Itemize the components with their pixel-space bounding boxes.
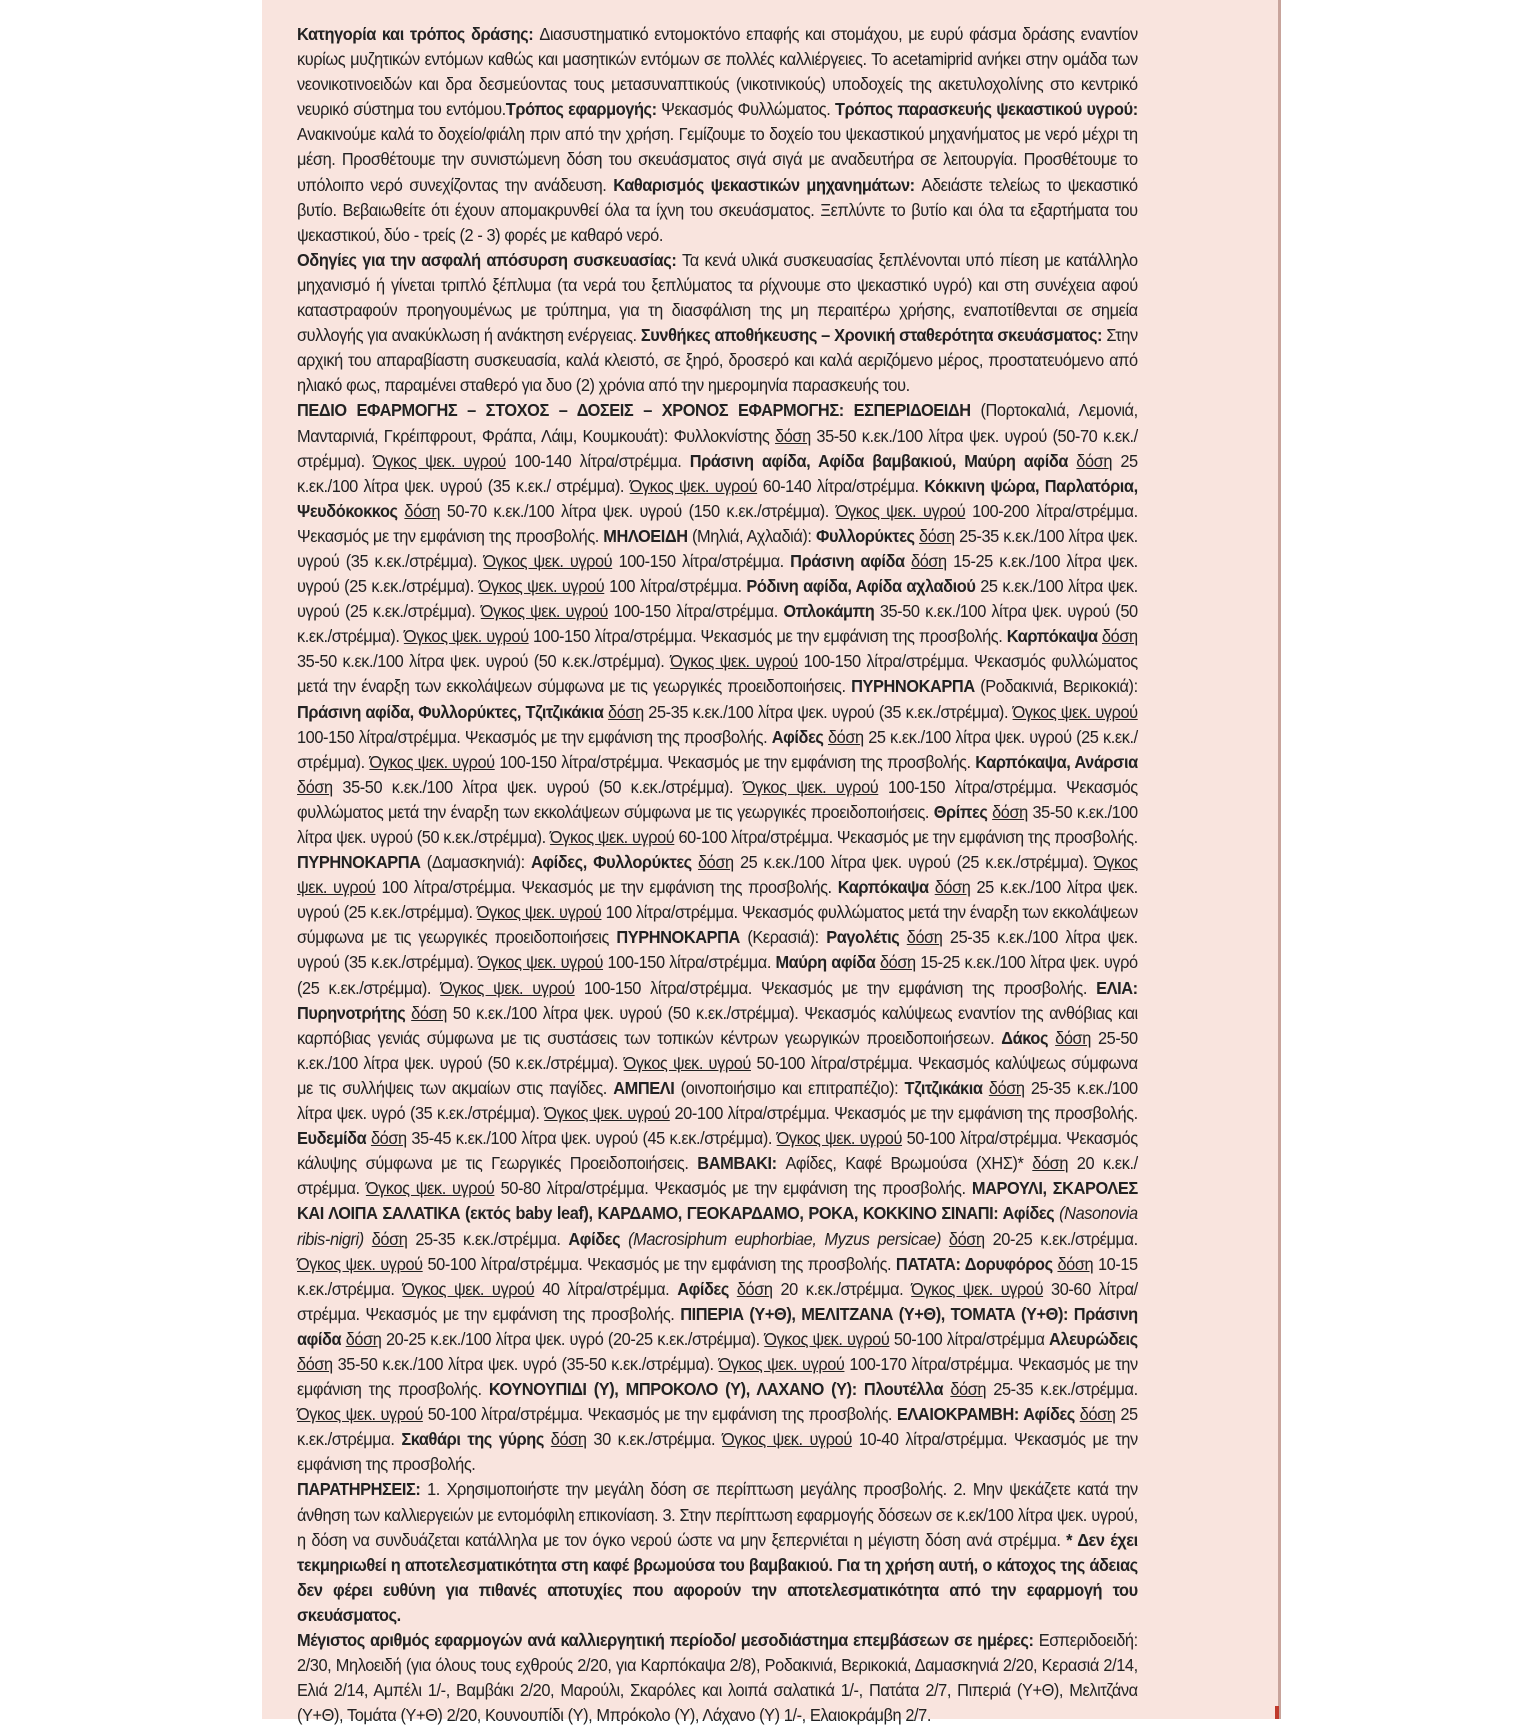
body-text: 60-100 λίτρα/στρέμμα. Ψεκασμός με την εμφάνιση της προσβολής. <box>674 827 1138 847</box>
body-text: 60-140 λίτρα/στρέμμα. <box>757 475 925 496</box>
underlined-text: Όγκος ψεκ. υγρού <box>297 852 1138 898</box>
body-text: 15-25 κ.εκ./100 λίτρα ψεκ. υγρού (25 κ.εκ./στρέμμα). <box>297 550 1138 597</box>
underlined-text: δόση <box>1057 1253 1094 1274</box>
body-text: 25-35 κ.εκ./στρέμμα. <box>407 1228 569 1249</box>
underlined-text: Όγκος ψεκ. υγρού <box>544 1103 670 1124</box>
body-text: Αφίδες, Καφέ Βρωμούσα (ΧΗΣ)* <box>785 1153 1033 1174</box>
body-text: 100-150 λίτρα/στρέμμα. Ψεκασμός με την εμφάνιση της προσβολής. <box>574 977 1097 998</box>
body-text: 100-170 λίτρα/στρέμμα. Ψεκασμός με την εμφάνιση της προσβολής. <box>297 1353 1138 1400</box>
body-text: 50-100 λίτρα/στρέμμα. Ψεκασμός καλύψεως σύμφωνα με τις συλλήψεις των ακμαίων στις παγίδες. <box>297 1052 1138 1098</box>
body-text: 35-50 κ.εκ./100 λίτρα ψεκ. υγρού (50 κ.εκ./στρέμμα). <box>297 651 671 672</box>
underlined-text: Όγκος ψεκ. υγρού <box>776 1128 903 1149</box>
body-text: 25 κ.εκ./100 λίτρα ψεκ. υγρού (25 κ.εκ./στρέμμα). <box>297 877 1138 923</box>
body-text: (Δαμασκηνιά): <box>426 852 531 873</box>
body-text: 50-100 λίτρα/στρέμμα. Ψεκασμός κάλυψης σύμφωνα με τις Γεωργικές Προειδοποιήσεις. <box>297 1128 1138 1174</box>
body-text: 100-140 λίτρα/στρέμμα. <box>505 450 690 471</box>
bold-heading: Τζιτζικάκια <box>904 1077 989 1098</box>
body-text: 35-50 κ.εκ./100 λίτρα ψεκ. υγρού (50 κ.εκ./στρέμμα). <box>297 601 1138 647</box>
underlined-text: Όγκος ψεκ. υγρού <box>721 1429 852 1450</box>
label-paragraph <box>297 248 1138 399</box>
bold-heading: ΜΗΛΟΕΙΔΗ <box>603 525 693 546</box>
bold-heading: ΒΑΜΒΑΚΙ: <box>697 1153 786 1174</box>
bold-heading: * Δεν έχει τεκμηριωθεί η αποτελεσματικότητα στη καφέ βρωμούσα του βαμβακιού. Για τη χρήση αυτή, ο κάτοχος της άδειας δεν φέρει ευθύνη για πιθανές αποτυχίες που αφορούν την αποτελεσματικότητα από την εφαρμογή του σκευάσματος. <box>297 1529 1138 1625</box>
body-text: 40 λίτρα/στρέμμα. <box>534 1278 678 1299</box>
bold-heading: Ρόδινη αφίδα, Αφίδα αχλαδιού <box>746 576 981 597</box>
underlined-text: Όγκος ψεκ. υγρού <box>1012 701 1138 722</box>
body-text: 100-150 λίτρα/στρέμμα. Ψεκασμός με την εμφάνιση της προσβολής. <box>297 726 772 747</box>
underlined-text: Όγκος ψεκ. υγρού <box>477 952 604 973</box>
underlined-text: Όγκος ψεκ. υγρού <box>403 626 529 647</box>
underlined-text: Όγκος ψεκ. υγρού <box>402 1278 535 1299</box>
bold-heading: ΕΛΑΙΟΚΡΑΜΒΗ: Αφίδες <box>896 1404 1080 1425</box>
underlined-text: δόση <box>297 776 333 797</box>
label-paragraph <box>297 1628 1138 1728</box>
bold-heading: ΠΥΡΗΝΟΚΑΡΠΑ <box>297 852 427 873</box>
body-text: 35-50 κ.εκ./100 λίτρα ψεκ. υγρού (50-70 κ.εκ./στρέμμα). <box>297 425 1138 471</box>
body-text: 20-25 κ.εκ./στρέμμα. <box>984 1228 1138 1249</box>
underlined-text: δόση <box>608 701 644 722</box>
underlined-text: δόση <box>411 1002 447 1023</box>
underlined-text: Όγκος ψεκ. υγρού <box>623 1052 751 1073</box>
bold-heading: Πράσινη αφίδα <box>790 550 912 571</box>
body-text: 35-50 κ.εκ./100 λίτρα ψεκ. υγρό (35-50 κ.εκ./στρέμμα). <box>332 1353 719 1374</box>
body-text: 25-50 κ.εκ./100 λίτρα ψεκ. υγρού (50 κ.εκ./στρέμμα). <box>297 1027 1138 1073</box>
body-text: 20 κ.εκ./στρέμμα. <box>297 1153 1138 1199</box>
underlined-text: δόση <box>934 877 971 898</box>
bold-heading: ΚΟΥΝΟΥΠΙΔΙ (Υ), ΜΠΡΟΚΟΛΟ (Υ), ΛΑΧΑΝΟ (Υ): Πλουτέλλα <box>488 1379 951 1400</box>
underlined-text: δόση <box>1079 1404 1116 1425</box>
body-text: (Κερασιά): <box>747 927 827 948</box>
italic-text: (Nasonovia ribis-nigri) <box>297 1203 1138 1249</box>
bold-heading: ΑΜΠΕΛΙ <box>613 1077 681 1098</box>
underlined-text: δόση <box>736 1278 773 1299</box>
bold-heading: Κόκκινη ψώρα, Παρλατόρια, Ψευδόκοκκος <box>297 475 1138 521</box>
body-text: Εσπεριδοειδή: 2/30, Μηλοειδή (για όλους τους εχθρούς 2/20, για Καρπόκαψα 2/8), Ροδακινιά, Βερικοκιά, Δαμασκηνιά 2/20, Κερασιά 2/14, Ελιά 2/14, Αμπέλι 1/-, Βαμβάκι 2/20, Μαρούλι, Σκαρόλες και λοιπά σαλατικά 1/-, Πατάτα 2/7, Πιπεριά (Υ+Θ), Μελιτζάνα (Υ+Θ), Τομάτα (Υ+Θ) 2/20, Κουνουπίδι (Υ), Μπρόκολο (Υ), Λάχανο (Υ) 1/-, Ελαιοκράμβη 2/7. <box>297 1630 1138 1726</box>
body-text: 25 κ.εκ./100 λίτρα ψεκ. υγρού (35 κ.εκ./ στρέμμα). <box>297 450 1138 496</box>
underlined-text: δόση <box>918 525 955 546</box>
body-text: 25-35 κ.εκ./100 λίτρα ψεκ. υγρού (35 κ.εκ./στρέμμα). <box>643 701 1013 722</box>
underlined-text: δόση <box>827 726 864 747</box>
bold-heading: Θρίπες <box>933 801 993 822</box>
body-text: 50-70 κ.εκ./100 λίτρα ψεκ. υγρού (150 κ.εκ./στρέμμα). <box>440 500 836 521</box>
bold-heading: Δάκος <box>1001 1027 1056 1048</box>
body-text: (Μηλιά, Αχλαδιά): <box>692 525 816 546</box>
body-text: Στην αρχική του απαραβίαστη συσκευασία, καλά κλειστό, σε ξηρό, δροσερό και καλά αεριζόμενο μέρος, προστατευόμενο από ηλιακό φως, παραμένει σταθερό για δυο (2) χρόνια από την ημερομηνία παρασκευής του. <box>297 325 1138 396</box>
underlined-text: δόση <box>345 1328 382 1349</box>
label-paragraph <box>297 398 1138 1477</box>
underlined-text: Όγκος ψεκ. υγρού <box>670 651 798 672</box>
body-text: 50-100 λίτρα/στρέμμα. Ψεκασμός με την εμφάνιση της προσβολής. <box>422 1253 896 1274</box>
body-text: 100 λίτρα/στρέμμα. Ψεκασμός φυλλώματος μετά την έναρξη των εκκολάψεων σύμφωνα με τις γεωργικές προειδοποιήσεις <box>297 902 1138 948</box>
bold-heading: ΠΙΠΕΡΙΑ (Υ+Θ), ΜΕΛΙΤΖΑΝΑ (Υ+Θ), ΤΟΜΑΤΑ (Υ+Θ): Πράσινη αφίδα <box>297 1303 1138 1349</box>
body-text: 1. Χρησιμοποιήστε την μεγάλη δόση σε περίπτωση μεγάλης προσβολής. 2. Μην ψεκάζετε κατά την άνθηση των καλλιεργειών με εντομόφιλη επικονίαση. 3. Στην περίπτωση εφαρμογής δόσεων σε κ.εκ/100 λίτρα ψεκ. υγρού, η δόση να συνδυάζεται κατάλληλα με τον όγκο νερού ώστε να μην ξεπερνιέται η μέγιστη δόση ανά στρέμμα. <box>297 1479 1138 1550</box>
body-text: 25-35 κ.εκ./στρέμμα. <box>986 1379 1138 1400</box>
bold-heading: Αφίδες <box>771 726 828 747</box>
underlined-text: Όγκος ψεκ. υγρού <box>629 475 758 496</box>
body-text: 50-100 λίτρα/στρέμμα <box>889 1328 1050 1349</box>
bold-heading: Καρπόκαψα <box>837 877 935 898</box>
underlined-text: Όγκος ψεκ. υγρού <box>480 601 608 622</box>
body-text: 30-60 λίτρα/στρέμμα. Ψεκασμός με την εμφάνιση της προσβολής. <box>297 1278 1138 1324</box>
underlined-text: Όγκος ψεκ. υγρού <box>478 576 605 597</box>
underlined-text: δόση <box>1101 626 1138 647</box>
body-text: 20-100 λίτρα/στρέμμα. Ψεκασμός με την εμφάνιση της προσβολής. <box>669 1103 1138 1124</box>
body-text: 100-150 λίτρα/στρέμμα. Ψεκασμός με την εμφάνιση της προσβολής. <box>528 626 1007 647</box>
underlined-text: δόση <box>1032 1153 1069 1174</box>
body-text: (Ροδακινιά, Βερικοκιά): <box>980 676 1138 697</box>
underlined-text: Όγκος ψεκ. υγρού <box>297 1404 423 1425</box>
bold-heading: Ευδεμίδα <box>297 1128 371 1149</box>
body-text: 100-150 λίτρα/στρέμμα. Ψεκασμός φυλλώματος μετά την έναρξη των εκκολάψεων σύμφωνα με τις γεωργικές προειδοποιήσεις. <box>297 651 1138 697</box>
underlined-text: δόση <box>697 852 734 873</box>
underlined-text: δόση <box>371 1228 408 1249</box>
underlined-text: δόση <box>992 801 1028 822</box>
bold-heading: ΜΑΡΟΥΛΙ, ΣΚΑΡΟΛΕΣ ΚΑΙ ΛΟΙΠΑ ΣΑΛΑΤΙΚΑ (εκτός baby leaf), ΚΑΡΔΑΜΟ, ΓΕΟΚΑΡΔΑΜΟ, ΡΟΚΑ, ΚΟΚΚΙΝΟ ΣΙΝΑΠΙ: Αφίδες <box>297 1178 1138 1224</box>
bold-heading: Αφίδες <box>568 1228 629 1249</box>
body-text: 25 κ.εκ./100 λίτρα ψεκ. υγρού (25 κ.εκ./στρέμμα). <box>297 576 1138 622</box>
bold-heading: Οδηγίες για την ασφαλή απόσυρση συσκευασίας: <box>297 249 683 270</box>
body-text: 50 κ.εκ./100 λίτρα ψεκ. υγρού (50 κ.εκ./στρέμμα). Ψεκασμός καλύψεως εναντίον της ανθόβιας και καρπόβιας γενιάς σύμφωνα με τις συστάσεις των τοπικών κέντρων γεωργικών προειδοποιήσεων. <box>297 1002 1138 1048</box>
body-text: Ψεκασμός Φυλλώματος. <box>661 99 836 120</box>
body-text: 25-35 κ.εκ./100 λίτρα ψεκ. υγρό (35 κ.εκ./στρέμμα). <box>297 1077 1138 1124</box>
underlined-text: δόση <box>950 1379 987 1400</box>
underlined-text: Όγκος ψεκ. υγρού <box>549 827 675 847</box>
bold-heading: ΠΥΡΗΝΟΚΑΡΠΑ <box>616 927 748 948</box>
body-text: 25 κ.εκ./στρέμμα. <box>297 1404 1138 1450</box>
label-paragraph <box>297 22 1138 248</box>
underlined-text: Όγκος ψεκ. υγρού <box>718 1353 845 1374</box>
body-text: Ανακινούμε καλά το δοχείο/φιάλη πριν από την χρήση. Γεμίζουμε το δοχείο του ψεκαστικού μηχανήματος με νερό μέχρι τη μέση. Προσθέτουμε την συνιστώμενη δόση του σκευάσματος σιγά σιγά με αναδευτήρα σε λειτουργία. Προσθέτουμε το υπόλοιπο νερό συνεχίζοντας την ανάδευση. <box>297 124 1138 195</box>
underlined-text: Όγκος ψεκ. υγρού <box>373 450 506 471</box>
bold-heading: Αφίδες <box>677 1278 737 1299</box>
body-text: 30 κ.εκ./στρέμμα. <box>586 1429 722 1450</box>
bold-heading: Κατηγορία και τρόπος δράσης: <box>297 24 540 44</box>
bold-heading: Πράσινη αφίδα, Αφίδα βαμβακιού, Μαύρη αφίδα <box>689 450 1077 471</box>
body-text: 100 λίτρα/στρέμμα. <box>604 576 747 597</box>
body-text <box>941 1229 949 1249</box>
underlined-text: Όγκος ψεκ. υγρού <box>440 977 575 998</box>
label-paragraph <box>297 1477 1138 1628</box>
body-text: (οινοποιήσιμο και επιτραπέζιο): <box>680 1077 905 1098</box>
bold-heading: Οπλοκάμπη <box>783 601 880 622</box>
bold-heading: Αφίδες, Φυλλορύκτες <box>530 852 698 873</box>
underlined-text: Όγκος ψεκ. υγρού <box>764 1328 890 1349</box>
body-text: 10-40 λίτρα/στρέμμα. Ψεκασμός με την εμφάνιση της προσβολής. <box>297 1429 1138 1475</box>
bold-heading: Ραγολέτις <box>826 927 907 948</box>
body-text: 100 λίτρα/στρέμμα. Ψεκασμός με την εμφάνιση της προσβολής. <box>375 877 838 898</box>
body-text: 25 κ.εκ./100 λίτρα ψεκ. υγρού (25 κ.εκ./στρέμμα). <box>297 726 1138 772</box>
body-text: 50-100 λίτρα/στρέμμα. Ψεκασμός με την εμφάνιση της προσβολής. <box>422 1404 897 1425</box>
underlined-text: δόση <box>911 550 947 571</box>
underlined-text: δόση <box>948 1228 985 1249</box>
bold-heading: Καθαρισμός ψεκαστικών μηχανημάτων: <box>613 174 922 195</box>
body-text: 100-150 λίτρα/στρέμμα. <box>603 952 776 973</box>
bold-heading: Αλευρώδεις <box>1049 1328 1138 1349</box>
bold-heading: Τρόπος παρασκευής ψεκαστικού υγρού: <box>835 99 1138 120</box>
underlined-text: Όγκος ψεκ. υγρού <box>476 902 602 923</box>
body-text: 100-150 λίτρα/στρέμμα. Ψεκασμός με την εμφάνιση της προσβολής. <box>494 751 976 772</box>
bold-heading: Φυλλορύκτες <box>815 525 919 546</box>
body-text: Διασυστηματικό εντομοκτόνο επαφής και στομάχου, με ευρύ φάσμα δράσης εναντίον κυρίως μυζητικών εντόμων καθώς και μασητικών εντόμων σε πολλές καλλιέργειες. Το acetamiprid ανήκει στην ομάδα των νεονικοτινοειδών και δρα δεσμεύοντας τους μετασυναπτικούς (νικοτινικούς) υποδοχείς της ακετυλοχολίνης στο κεντρικό νευρικό σύστημα του εντόμου. <box>297 24 1138 120</box>
body-text: 100-150 λίτρα/στρέμμα. <box>607 601 784 622</box>
body-text: 100-150 λίτρα/στρέμμα. Ψεκασμός φυλλώματος μετά την έναρξη των εκκολάψεων σύμφωνα με τις γεωργικές προειδοποιήσεις. <box>297 776 1138 822</box>
bold-heading: Σκαθάρι της γύρης <box>401 1429 551 1450</box>
underlined-text: Όγκος ψεκ. υγρού <box>911 1278 1044 1299</box>
body-text: (Πορτοκαλιά, Λεμονιά, Μανταρινιά, Γκρέιπφρουτ, Φράπα, Λάιμ, Κουμκουάτ): Φυλλοκνίστης <box>297 400 1138 446</box>
bold-heading: Τρόπος εφαρμογής: <box>505 99 662 120</box>
body-text: Αδειάστε τελείως το ψεκαστικό βυτίο. Βεβαιωθείτε ότι έχουν απομακρυνθεί όλα τα ίχνη του σκευάσματος. Ξεπλύντε το βυτίο και όλα τα εξαρτήματα του ψεκαστικού, δύο - τρείς (2 - 3) φορές με καθαρό νερό. <box>297 174 1138 245</box>
bold-heading: Συνθήκες αποθήκευσης – Χρονική σταθερότητα σκευάσματος: <box>640 325 1107 346</box>
bold-heading: ΠΕΔΙΟ ΕΦΑΡΜΟΓΗΣ – ΣΤΟΧΟΣ – ΔΟΣΕΙΣ – ΧΡΟΝΟΣ ΕΦΑΡΜΟΓΗΣ: ΕΣΠΕΡΙΔΟΕΙΔΗ <box>297 400 981 421</box>
bold-heading: Καρπόκαψα, Ανάρσια <box>975 751 1138 772</box>
body-text: 100-150 λίτρα/στρέμμα. <box>612 550 791 571</box>
corner-mark <box>1275 1706 1279 1719</box>
underlined-text: δόση <box>775 425 811 446</box>
body-text: 10-15 κ.εκ./στρέμμα. <box>297 1253 1138 1299</box>
underlined-text: Όγκος ψεκ. υγρού <box>742 776 879 797</box>
body-text: 25 κ.εκ./100 λίτρα ψεκ. υγρού (25 κ.εκ./στρέμμα). <box>733 852 1094 873</box>
underlined-text: δόση <box>370 1128 407 1149</box>
body-text: 35-50 κ.εκ./100 λίτρα ψεκ. υγρού (50 κ.εκ./στρέμμα). <box>297 801 1138 847</box>
body-text: 50-80 λίτρα/στρέμμα. Ψεκασμός με την εμφάνιση της προσβολής. <box>494 1178 972 1199</box>
underlined-text: Όγκος ψεκ. υγρού <box>483 550 613 571</box>
underlined-text: δόση <box>906 927 943 948</box>
bold-heading: ΠΑΡΑΤΗΡΗΣΕΙΣ: <box>297 1479 428 1500</box>
body-text: 25-35 κ.εκ./100 λίτρα ψεκ. υγρού (35 κ.εκ./στρέμμα). <box>297 525 1138 571</box>
underlined-text: δόση <box>297 1353 333 1374</box>
bold-heading: ΠΑΤΑΤΑ: Δορυφόρος <box>895 1253 1058 1274</box>
body-text: 20-25 κ.εκ./100 λίτρα ψεκ. υγρό (20-25 κ.εκ./στρέμμα). <box>381 1328 765 1349</box>
body-text: Τα κενά υλικά συσκευασίας ξεπλένονται υπό πίεση με κατάλληλο μηχανισμό ή γίνεται τριπλό ξέπλυμα (τα νερά του ξεπλύματος τα ρίχνουμε στο ψεκαστικό υγρό) και στη συνέχεια αφού καταστραφούν προηγουμένως με τρύπημα, για τη διασφάλιση της μη περαιτέρω χρήσης, εναποτίθενται σε σημεία συλλογής για ανακύκλωση ή ανάκτηση ενέργειας. <box>297 249 1138 346</box>
bold-heading: ΠΥΡΗΝΟΚΑΡΠΑ <box>851 676 981 697</box>
bold-heading: ΕΛΙΑ: Πυρηνοτρήτης <box>297 977 1138 1023</box>
body-text: 15-25 κ.εκ./100 λίτρα ψεκ. υγρό (25 κ.εκ./στρέμμα). <box>297 952 1138 998</box>
body-text: 35-45 κ.εκ./100 λίτρα ψεκ. υγρού (45 κ.εκ./στρέμμα). <box>406 1128 777 1149</box>
body-text: 35-50 κ.εκ./100 λίτρα ψεκ. υγρού (50 κ.εκ./στρέμμα). <box>332 776 743 797</box>
underlined-text: Όγκος ψεκ. υγρού <box>297 1253 423 1274</box>
bold-heading: Μαύρη αφίδα <box>775 952 880 973</box>
underlined-text: Όγκος ψεκ. υγρού <box>365 1178 495 1199</box>
product-label-text <box>297 22 1138 1728</box>
underlined-text: Όγκος ψεκ. υγρού <box>835 500 966 521</box>
body-text: 100-200 λίτρα/στρέμμα. Ψεκασμός με την εμφάνιση της προσβολής. <box>297 500 1138 546</box>
body-text: 20 κ.εκ./στρέμμα. <box>772 1278 912 1299</box>
underlined-text: δόση <box>404 500 441 521</box>
bold-heading: Καρπόκαψα <box>1006 626 1102 647</box>
underlined-text: δόση <box>550 1429 587 1450</box>
underlined-text: δόση <box>1076 450 1113 471</box>
label-edge <box>1278 0 1281 1719</box>
underlined-text: Όγκος ψεκ. υγρού <box>369 751 495 772</box>
bold-heading: Πράσινη αφίδα, Φυλλορύκτες, Τζιτζικάκια <box>297 701 609 722</box>
italic-text: (Macrosiphum euphorbiae, Myzus persicae) <box>628 1228 942 1249</box>
bold-heading: Μέγιστος αριθμός εφαρμογών ανά καλλιεργητική περίοδο/ μεσοδιάστημα επεμβάσεων σε ημέρες: <box>297 1630 1039 1650</box>
underlined-text: δόση <box>988 1077 1025 1098</box>
underlined-text: δόση <box>879 952 916 973</box>
underlined-text: δόση <box>1055 1027 1091 1048</box>
body-text: 25-35 κ.εκ./100 λίτρα ψεκ. υγρού (35 κ.εκ./στρέμμα). <box>297 927 1138 973</box>
